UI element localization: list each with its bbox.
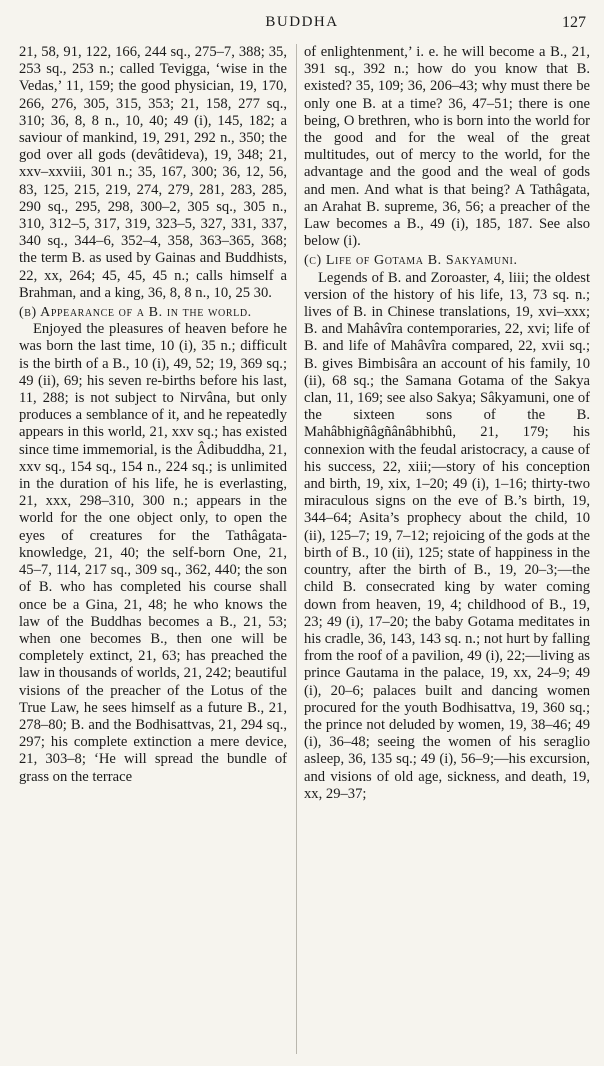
left-column xyxy=(19,44,287,786)
index-paragraph: of enlightenment,’ i. e. he will become a B., 21, 391 sq., 392 n.; how do you know that B. existed? 35, 109; 36, 206–43; why must there be only one B. at a time? 36, 47–51; there is one being, O brethren, who is born into the world for the good and for the weal of the great multitudes, out of mercy to the world, for the advantage and the good and the weal of gods and men. And what is that being? A Tathâgata, an Arahat B. supreme, 36, 56; a preacher of the Law becomes a B., 49 (i), 185, 187. See also below (i). xyxy=(304,44,590,250)
page-number: 127 xyxy=(562,14,586,31)
index-paragraph: Legends of B. and Zoroaster, 4, liii; the oldest version of the history of his life, 13, 73 sq. n.; lives of B. in Chinese translations, 19, xvi–xxx; B. and Mahâvîra contemporaries, 22, xvi; life of B. and life of Mahâvîra compared, 22, xvii sq.; B. gives Bimbisâra an account of his family, 10 (ii), 68 sq.; the Samana Gotama of the Sakya clan, 11, 169; see also Sakya; Sâkyamuni, one of the sixteen sons of the B. Mahâbhigñâgñânâbhibhû, 21, 179; his connexion with the feudal aristocracy, a cause of his success, 22, xiii;—story of his conception and birth, 19, xix, 1–20; 49 (i), 1–16; thirty-two miraculous signs on the eve of B.’s birth, 19, 344–64; Asita’s prophecy about the child, 10 (ii), 125–7; 19, 7–12; rejoicing of the gods at the birth of B., 10 (ii), 125; state of happiness in the country, after the birth of B., 19, 20–3;—the child B. consecrated king by water coming down from heaven, 19, 4; childhood of B., 19, 23; 49 (i), 17–20; the baby Gotama meditates in his cradle, 36, 143, 143 sq. n.; not hurt by falling from the roof of a pavilion, 49 (i), 22;—living as prince Gautama in the palace, 19, xx, 24–9; 49 (i), 20–6; palaces built and dancing women procured for the youth Bodhisattva, 19, 360 sq.; the prince not deluded by women, 19, 38–46; 49 (i), 36–48; seeing the women of his seraglio asleep, 36, 135 sq.; 49 (i), 56–9;—his excursion, and visions of old age, sickness, and death, 19, xx, 29–37; xyxy=(304,269,590,802)
right-column xyxy=(304,44,590,803)
section-heading-appearance: (b) Appearance of a B. in the world. xyxy=(19,305,252,321)
column-divider xyxy=(296,44,297,1054)
index-paragraph: Enjoyed the pleasures of heaven before he was born the last time, 10 (i), 35 n.; difficult is the birth of a B., 10 (i), 49, 52; 19, 369 sq.; 49 (ii), 69; his seven re-births before his last, 11, 288; is not subject to Nirvâna, but only produces a semblance of it, and he repeatedly appears in this world, 21, xxv sq.; has existed since time immemorial, is the Âdibuddha, 21, xxv sq., 154 sq., 154 n., 224 sq.; is unlimited in the duration of his life, he is everlasting, 21, xxx, 298–310, 300 n.; appears in the world for the one object only, to open the eyes of creatures for the Tathâgata-knowledge, 21, 40; the self-born One, 21, 45–7, 114, 217 sq., 309 sq., 362, 440; the son of B. who has completed his course shall once be a Gina, 21, 48; he who knows the law of the Buddhas becomes a B., 21, 53; when one becomes B., then one will be completely extinct, 21, 63; has preached the law in thousands of worlds, 21, 242; beautiful visions of the preacher of the Lotus of the True Law, he sees himself as a future B., 21, 278–80; B. and the Bodhisattvas, 21, 294 sq., 297; his complete extinction a mere device, 21, 303–8; ‘He will spread the bundle of grass on the terrace xyxy=(19,321,287,785)
section-heading-life: (c) Life of Gotama B. Sakyamuni. xyxy=(304,253,518,269)
running-title: BUDDHA xyxy=(265,14,339,30)
index-paragraph: 21, 58, 91, 122, 166, 244 sq., 275–7, 388; 35, 253 sq., 253 n.; called Tevigga, ‘wise in the Vedas,’ 11, 159; the good physician, 19, 170, 266, 276, 305, 315, 353; 21, 158, 277 sq., 310; 36, 8, 8 n., 10, 40; 49 (i), 145, 182; a saviour of mankind, 19, 291, 292 n., 350; the god over all gods (devâtideva), 19, 348; 21, xxv–xxviii, 301 n.; 35, 167, 300; 36, 12, 56, 83, 125, 215, 219, 274, 279, 281, 283, 285, 290 sq., 295, 298, 300–2, 305 sq., 305 n., 310, 312–5, 317, 319, 323–5, 327, 331, 337, 340 sq., 344–6, 352–4, 358, 363–365, 368; the term B. as used by Gainas and Buddhists, 22, xx, 264; 45, 45, 45 n.; calls himself a Brahman, and a king, 36, 8, 8 n., 10, 25 30. xyxy=(19,44,287,301)
page-header xyxy=(0,14,604,38)
